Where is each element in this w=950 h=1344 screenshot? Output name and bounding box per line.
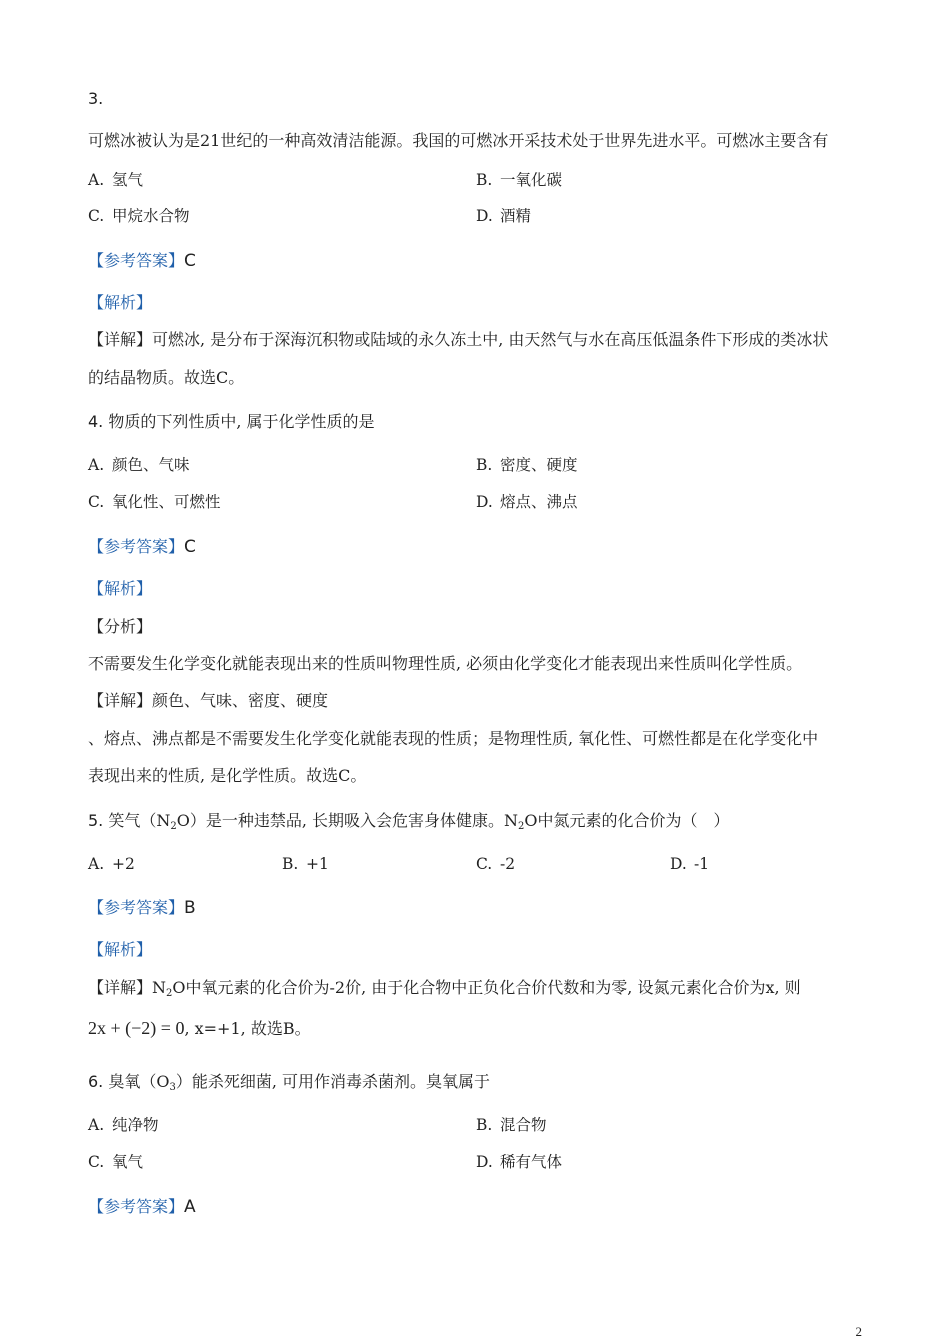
q4-option-d: D. 熔点、沸点 xyxy=(476,493,578,511)
q4-option-c: C. 氧化性、可燃性 xyxy=(88,493,221,511)
q5-detail-2: 2x + (−2) = 0, x=+1, 故选B。 xyxy=(88,1018,311,1038)
q5-option-b: B. +1 xyxy=(282,855,329,873)
q3-option-b: B. 一氧化碳 xyxy=(476,171,563,189)
q5-equation: 2x + (−2) = 0 xyxy=(88,1018,185,1038)
q5-detail-1: 【详解】$N_2O$中氧元素的化合价为-2价, 由于化合物中正负化合价代数和为零, 设氮元素化合价为x, 则 xyxy=(88,978,801,999)
q3-detail-2: 的结晶物质。故选C。 xyxy=(88,368,245,387)
page-number: 2 xyxy=(855,1324,862,1339)
q4-fenxi-tag: 【分析】 xyxy=(88,617,153,636)
q3-option-a: A. 氢气 xyxy=(88,171,144,189)
q4-detail-1: 【详解】颜色、气味、密度、硬度 xyxy=(88,691,329,710)
q5-option-a: A. +2 xyxy=(88,855,135,873)
q5-stem: 5. 笑气$(N_2O)$是一种违禁品, 长期吸入会危害身体健康。$N_2O$中氮元素的化合价为（ ） xyxy=(88,811,730,832)
q4-detail-2: 、熔点、沸点都是不需要发生化学变化就能表现的性质；是物理性质, 氧化性、可燃性都是在化学变化中 xyxy=(88,729,819,748)
q5-answer: 【参考答案】B xyxy=(88,898,196,918)
q3-analysis-tag: 【解析】 xyxy=(88,293,153,312)
q5-option-c: C. -2 xyxy=(476,855,516,873)
q6-answer: 【参考答案】A xyxy=(88,1197,196,1217)
q3-stem: 可燃冰被认为是21世纪的一种高效清洁能源。我国的可燃冰开采技术处于世界先进水平。可燃冰主要含有 xyxy=(88,131,829,150)
q3-number: 3. xyxy=(88,89,104,108)
q6-option-d: D. 稀有气体 xyxy=(476,1153,563,1171)
q5-analysis-tag: 【解析】 xyxy=(88,940,153,959)
q4-option-b: B. 密度、硬度 xyxy=(476,456,578,474)
q3-option-c: C. 甲烷水合物 xyxy=(88,207,190,225)
q3-option-d: D. 酒精 xyxy=(476,207,532,225)
q4-answer: 【参考答案】C xyxy=(88,537,196,557)
q6-option-c: C. 氧气 xyxy=(88,1153,144,1171)
q6-stem: 6. 臭氧$(O_3)$能杀死细菌, 可用作消毒杀菌剂。臭氧属于 xyxy=(88,1072,491,1093)
q3-detail-1: 【详解】可燃冰, 是分布于深海沉积物或陆域的永久冻土中, 由天然气与水在高压低温条件下形成的类冰状 xyxy=(88,330,829,349)
q4-analysis-tag: 【解析】 xyxy=(88,579,153,598)
q5-option-d: D. -1 xyxy=(670,855,710,873)
q6-option-b: B. 混合物 xyxy=(476,1116,547,1134)
q6-option-a: A. 纯净物 xyxy=(88,1116,159,1134)
q4-stem: 4. 物质的下列性质中, 属于化学性质的是 xyxy=(88,412,375,431)
q4-fenxi: 不需要发生化学变化就能表现出来的性质叫物理性质, 必须由化学变化才能表现出来性质叫化学性质。 xyxy=(88,654,803,673)
q3-answer: 【参考答案】C xyxy=(88,251,196,271)
q4-option-a: A. 颜色、气味 xyxy=(88,456,190,474)
q4-detail-3: 表现出来的性质, 是化学性质。故选C。 xyxy=(88,766,367,785)
